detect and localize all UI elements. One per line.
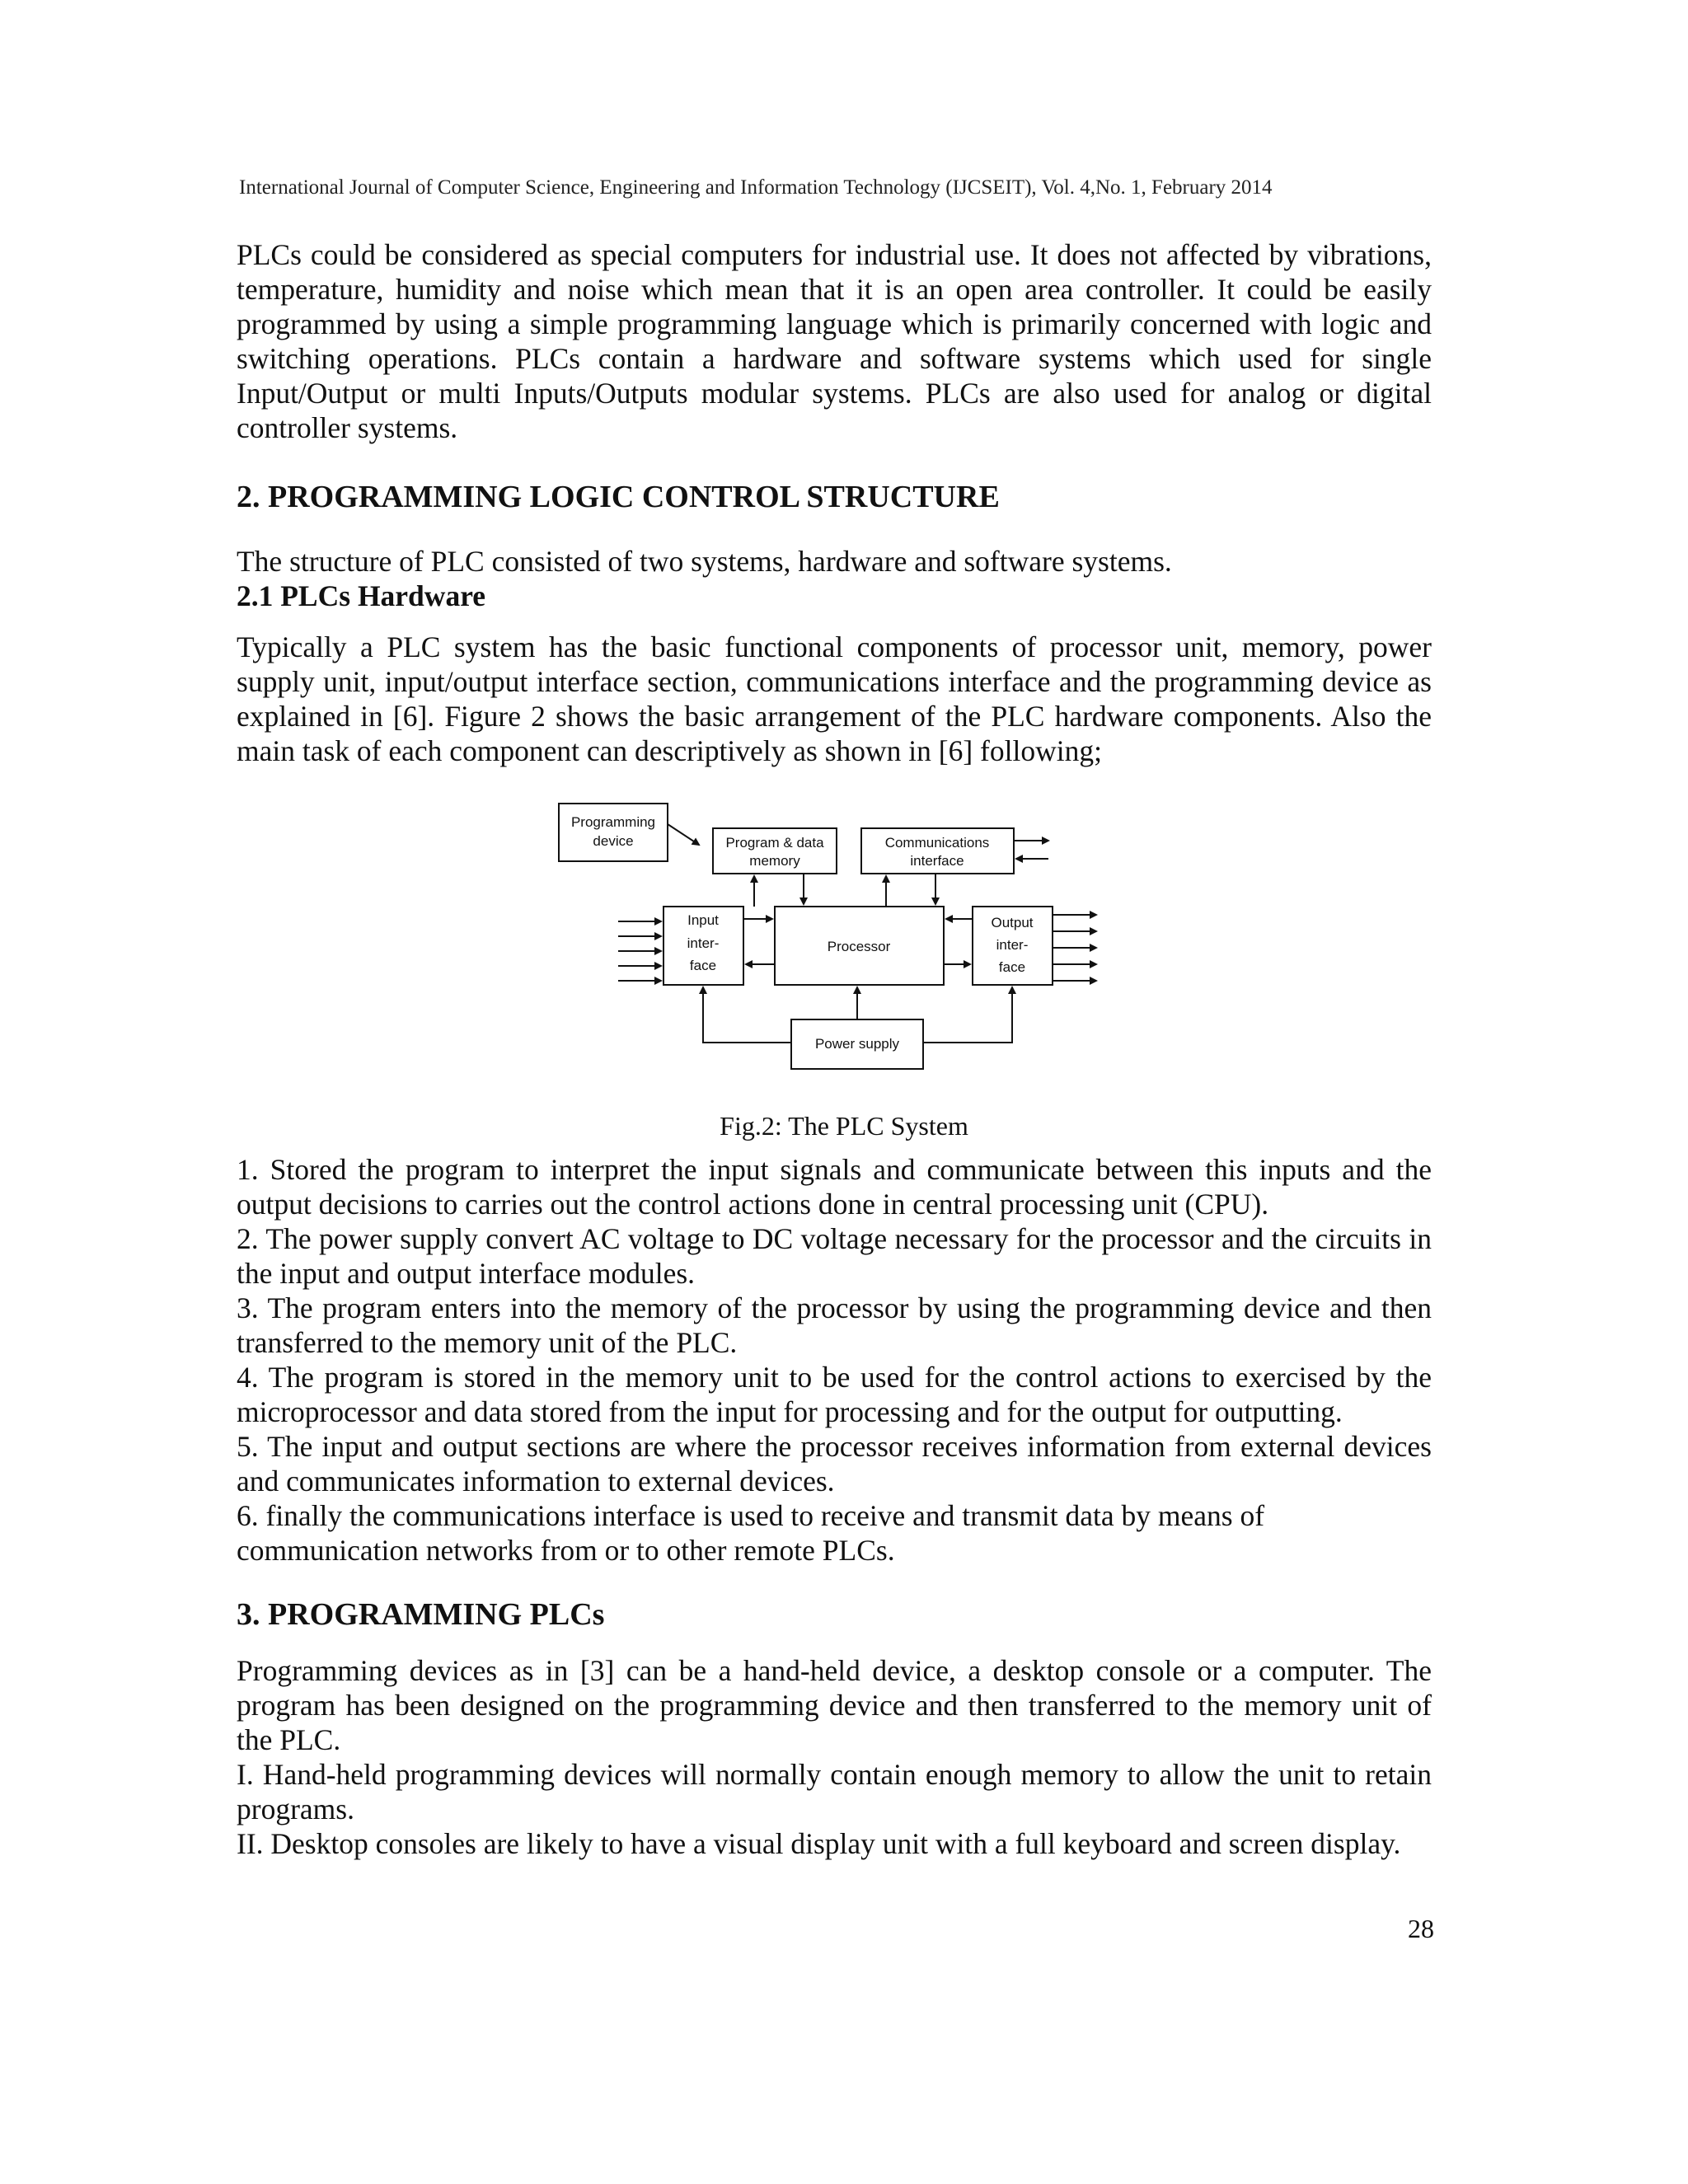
section-3-paragraph: Programming devices as in [3] can be a hand-held device, a desktop console or a computer. The program has been designed on the programming device and then transferred to the memory unit of the PLC.	[237, 1654, 1432, 1756]
power-supply-label: Power supply	[814, 1036, 900, 1052]
section-2-body	[237, 544, 1432, 613]
section-3-body	[237, 1653, 1432, 1861]
programming-device-label: Programming	[570, 814, 656, 830]
figure-caption: Fig.2: The PLC System	[720, 1111, 968, 1141]
running-header: International Journal of Computer Science, Engineering and Information Technology (IJCSEIT), Vol. 4,No. 1, February 2014	[239, 176, 1273, 199]
output-label: Output	[991, 915, 1034, 930]
comm-label: Communications	[884, 835, 990, 851]
output-label-2: inter-	[996, 937, 1029, 953]
page-number: 28	[1408, 1914, 1434, 1943]
list-item: 6. finally the communications interface is used to receive and transmit data by means of communication networks from or to other remote PLCs.	[237, 1499, 1265, 1567]
section-2	[237, 478, 1432, 516]
programming-device-label-2: device	[593, 833, 634, 849]
list-item: 3. The program enters into the memory of the processor by using the programming device and then transferred to the memory unit of the PLC.	[237, 1291, 1432, 1359]
list-item: 4. The program is stored in the memory unit to be used for the control actions to exercised by the microprocessor and data stored from the input for processing and for the output for outputting.	[237, 1361, 1432, 1428]
programming-device-box	[559, 804, 668, 861]
subsection-2-1-body	[237, 630, 1432, 768]
subsection-2-1-paragraph: Typically a PLC system has the basic functional components of processor unit, memory, power supply unit, input/output interface section, communications interface and the programming device as explained in [6]. Figure 2 shows the basic arrangement of the PLC hardware components. Also the main task of each component can descriptively as shown in [6] following;	[237, 630, 1432, 767]
input-label: Input	[687, 912, 719, 928]
subsection-2-1-heading: 2.1 PLCs Hardware	[237, 579, 486, 612]
memory-label-2: memory	[749, 853, 800, 869]
section-3-heading: 3. PROGRAMMING PLCs	[237, 1597, 605, 1632]
component-list	[237, 1152, 1432, 1568]
section-3-item-2: II. Desktop consoles are likely to have a visual display unit with a full keyboard and screen display.	[237, 1827, 1401, 1860]
plc-system-figure	[552, 799, 1113, 1080]
intro-section	[237, 237, 1432, 445]
list-item: 1. Stored the program to interpret the input signals and communicate between this inputs and the output decisions to carries out the control actions done in central processing unit (CPU).	[237, 1153, 1432, 1221]
list-item: 5. The input and output sections are where the processor receives information from external devices and communicates information to external devices.	[237, 1430, 1432, 1497]
input-label-2: inter-	[687, 935, 720, 951]
memory-label: Program & data	[725, 835, 824, 851]
processor-label: Processor	[827, 939, 891, 954]
input-label-3: face	[689, 958, 717, 973]
section-2-intro: The structure of PLC consisted of two systems, hardware and software systems.	[237, 545, 1172, 578]
list-item: 2. The power supply convert AC voltage to DC voltage necessary for the processor and the circuits in the input and output interface modules.	[237, 1222, 1432, 1290]
section-2-heading: 2. PROGRAMMING LOGIC CONTROL STRUCTURE	[237, 480, 1000, 514]
output-label-3: face	[998, 959, 1026, 975]
section-3	[237, 1596, 1432, 1633]
plc-block-diagram	[552, 799, 1113, 1080]
comm-label-2: interface	[910, 853, 964, 869]
intro-paragraph: PLCs could be considered as special computers for industrial use. It does not affected by vibrations, temperature, humidity and noise which mean that it is an open area controller. It could be easily programmed by using a simple programming language which is primarily concerned with logic and switching operations. PLCs contain a hardware and software systems which used for single Input/Output or multi Inputs/Outputs modular systems. PLCs are also used for analog or digital controller systems.	[237, 238, 1432, 444]
section-3-item-1: I. Hand-held programming devices will normally contain enough memory to allow the unit to retain programs.	[237, 1758, 1432, 1825]
